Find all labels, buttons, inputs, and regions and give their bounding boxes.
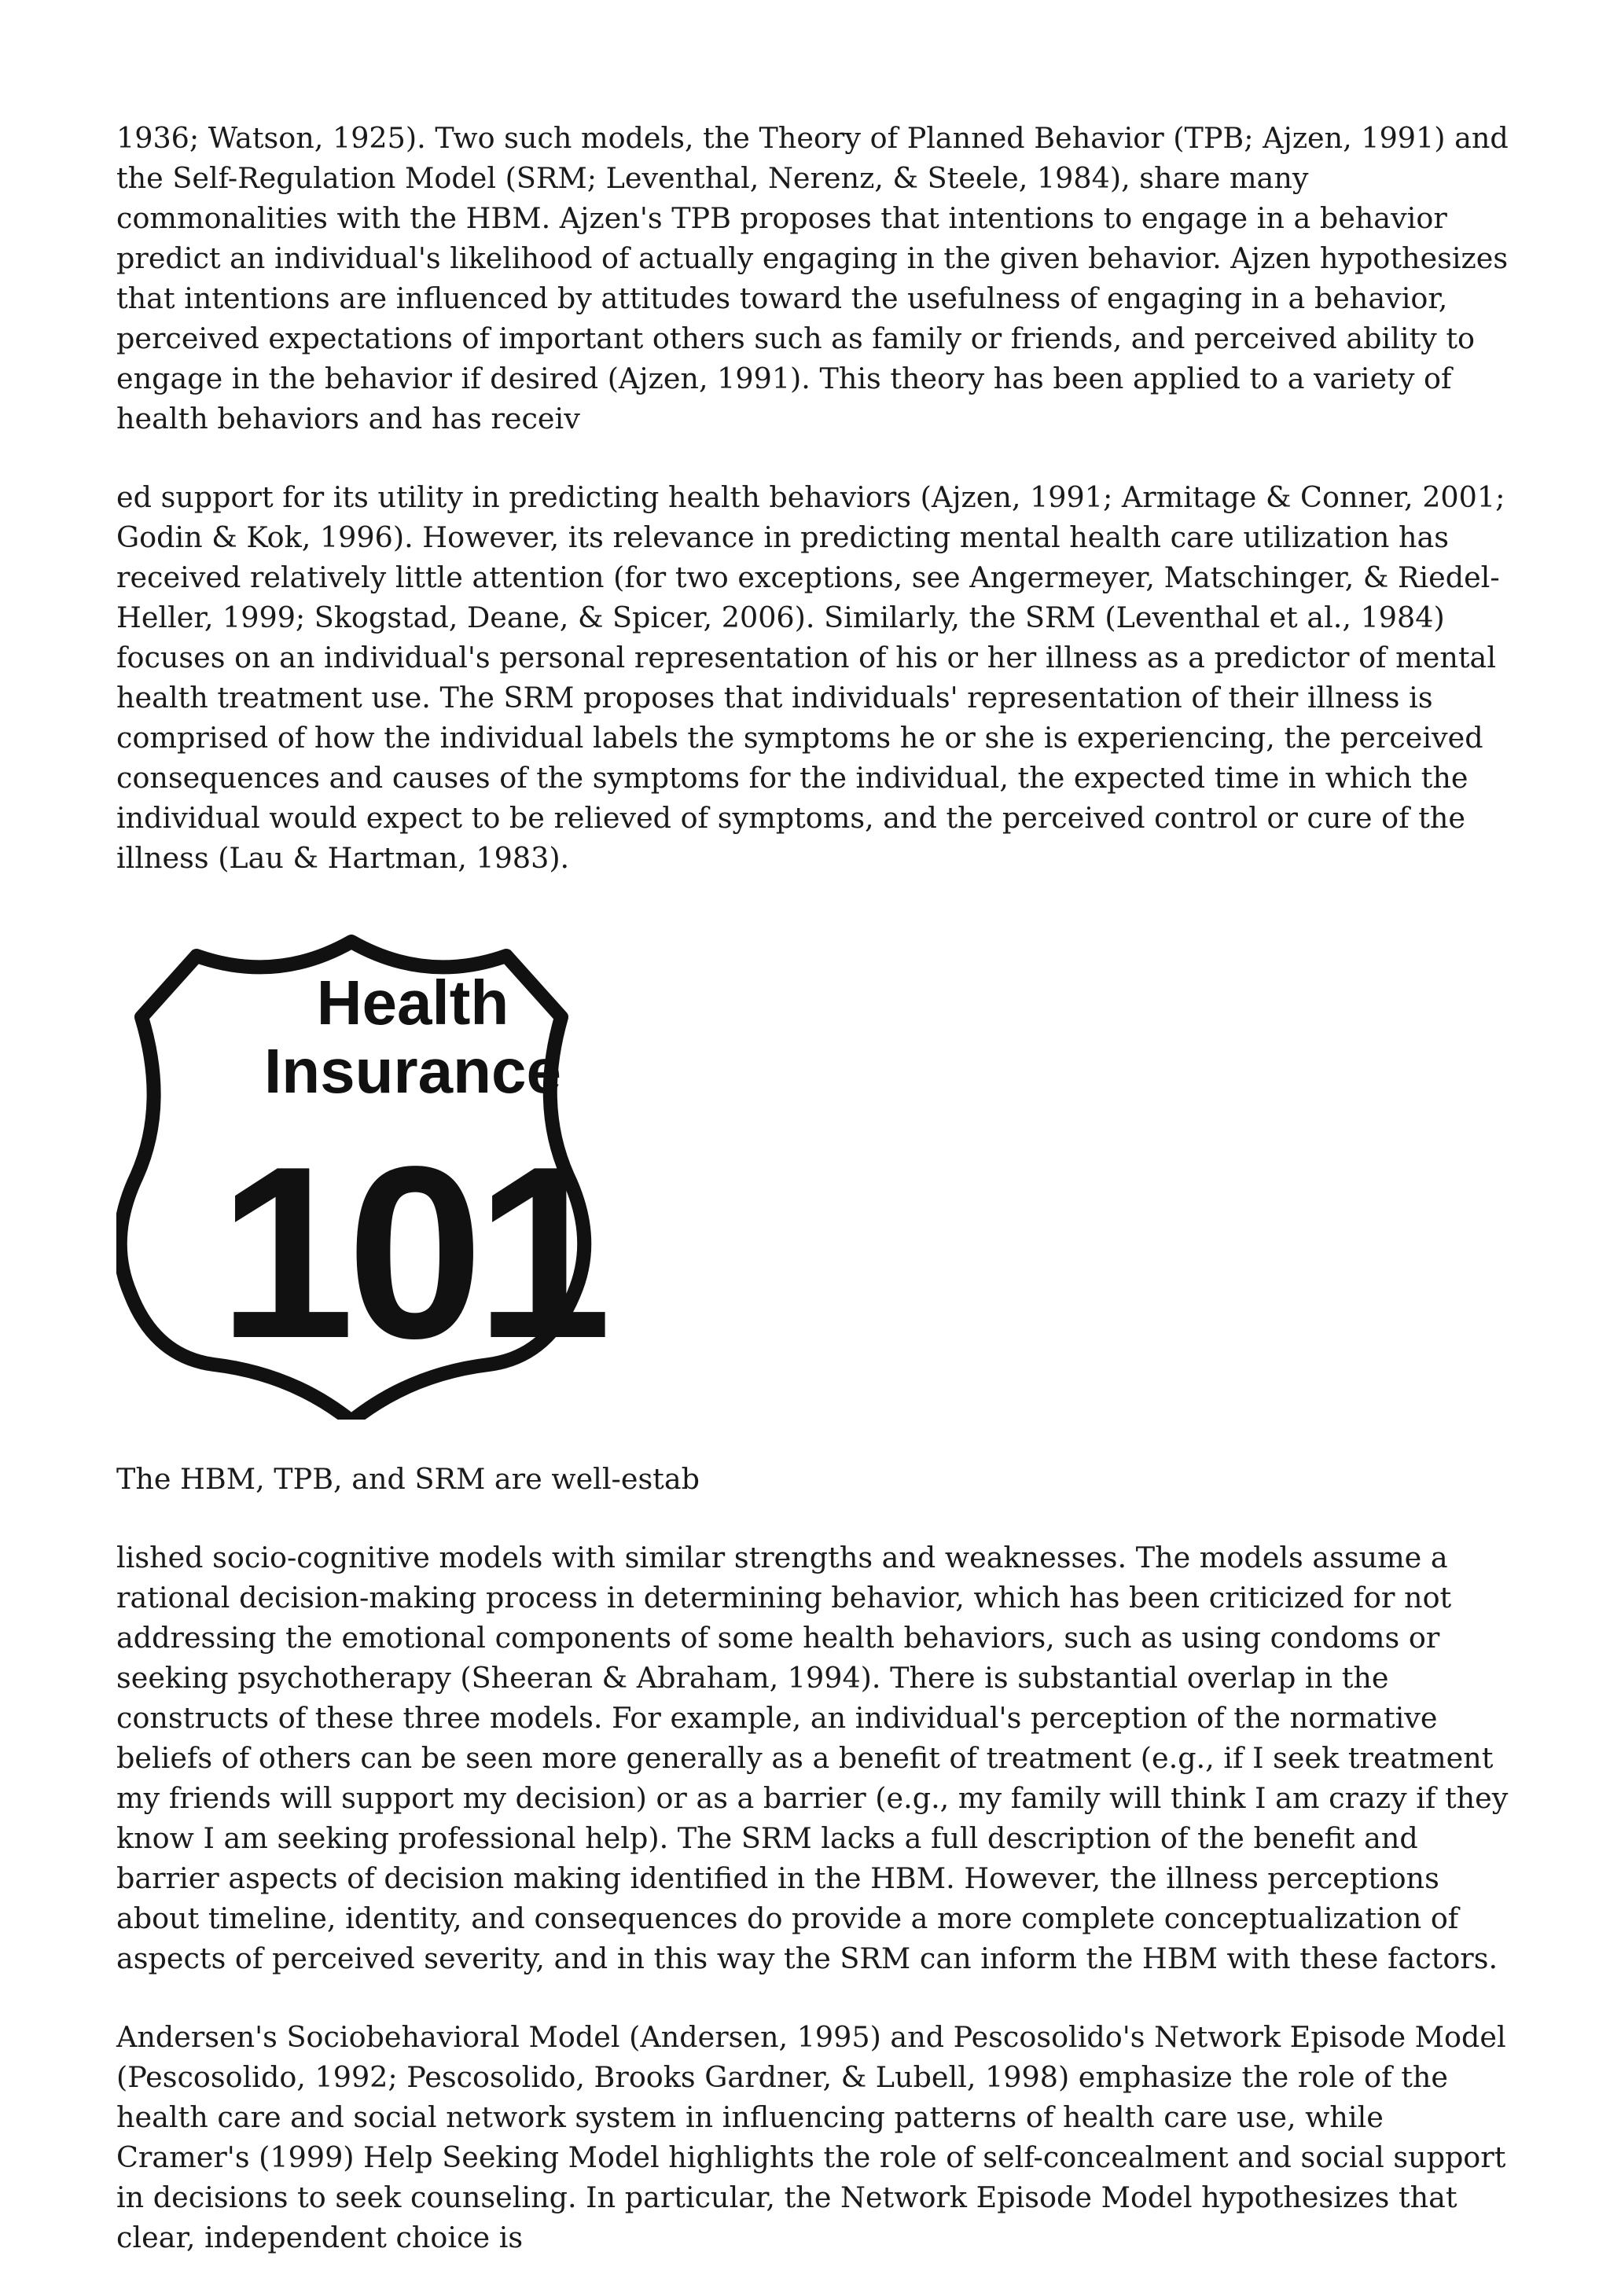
paragraph-2: ed support for its utility in predicting health behaviors (Ajzen, 1991; Armitage & Conner, 2001; Godin & Kok, 1996). However, its relevance in predicting mental health care utilization has received relatively little attention (for two exceptions, see Angermeyer, Matschinger, & Riedel-Heller, 1999; Skogstad, Deane, & Spicer, 2006). Similarly, the SRM (Leventhal et al., 1984) focuses on an individual's personal representation of his or her illness as a predictor of mental health treatment use. The SRM proposes that individuals' representation of their illness is comprised of how the individual labels the symptoms he or she is experiencing, the perceived consequences and causes of the symptoms for the individual, the expected time in which the individual would expect to be relieved of symptoms, and the perceived control or cure of the illness (Lau & Hartman, 1983). — [116, 480, 1505, 875]
shield-line-health: Health — [316, 968, 509, 1038]
health-insurance-101-shield-image — [116, 917, 698, 1420]
paragraph-1: 1936; Watson, 1925). Two such models, the Theory of Planned Behavior (TPB; Ajzen, 1991) and the Self-Regulation Model (SRM; Leventhal, Nerenz, & Steele, 1984), share many commonalities with the HBM. Ajzen's TPB proposes that intentions to engage in a behavior predict an individual's likelihood of actually engaging in the given behavior. Ajzen hypothesizes that intentions are influenced by attitudes toward the usefulness of engaging in a behavior, perceived expectations of important others such as family or friends, and perceived ability to engage in the behavior if desired (Ajzen, 1991). This theory has been applied to a variety of health behaviors and has receiv — [116, 121, 1509, 435]
route-shield-icon — [116, 917, 698, 1420]
shield-number: 101 — [218, 1116, 605, 1390]
paragraph-3: The HBM, TPB, and SRM are well-estab — [116, 1462, 700, 1496]
shield-line-insurance: Insurance — [264, 1036, 561, 1106]
paragraph-5: Andersen's Sociobehavioral Model (Andersen, 1995) and Pescosolido's Network Episode Model (Pescosolido, 1992; Pescosolido, Brooks Gardner, & Lubell, 1998) emphasize the role of the health care and social network system in influencing patterns of health care use, while Cramer's (1999) Help Seeking Model highlights the role of self-concealment and social support in decisions to seek counseling. In particular, the Network Episode Model hypothesizes that clear, independent choice is — [116, 2020, 1506, 2254]
document-page — [116, 118, 1516, 2296]
paragraph-4: lished socio-cognitive models with similar strengths and weaknesses. The models assume a rational decision-making process in determining behavior, which has been criticized for not addressing the emotional components of some health behaviors, such as using condoms or seeking psychotherapy (Sheeran & Abraham, 1994). There is substantial overlap in the constructs of these three models. For example, an individual's perception of the normative beliefs of others can be seen more generally as a benefit of treatment (e.g., if I seek treatment my friends will support my decision) or as a barrier (e.g., my family will think I am crazy if they know I am seeking professional help). The SRM lacks a full description of the benefit and barrier aspects of decision making identified in the HBM. However, the illness perceptions about timeline, identity, and consequences do provide a more complete conceptualization of aspects of perceived severity, and in this way the SRM can inform the HBM with these factors. — [116, 1541, 1509, 1975]
